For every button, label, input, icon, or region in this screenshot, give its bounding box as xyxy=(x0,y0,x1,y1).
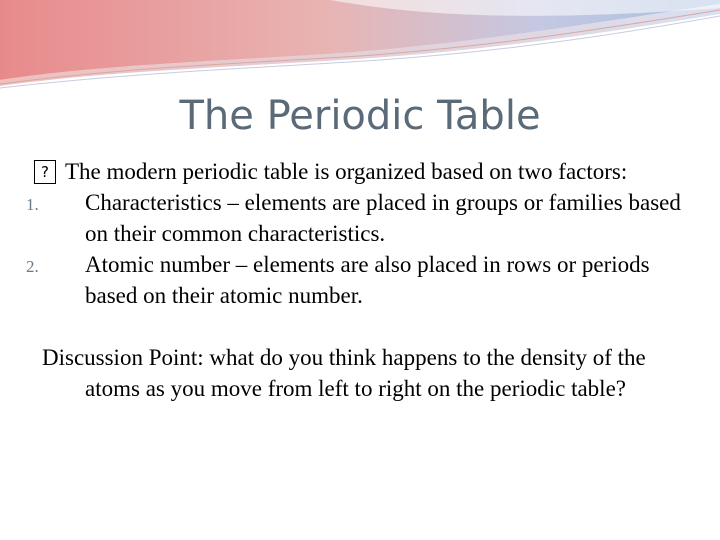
factors-list xyxy=(26,187,684,311)
intro-text: The modern periodic table is organized based on two factors: xyxy=(65,159,628,184)
slide-title: The Periodic Table xyxy=(179,93,541,139)
slide-body xyxy=(26,156,684,404)
decorative-wave-banner xyxy=(0,0,720,90)
list-item xyxy=(26,249,684,311)
list-item xyxy=(26,187,684,249)
list-item-text: Characteristics – elements are placed in groups or families based on their common characteristics. xyxy=(85,190,681,246)
discussion-point: Discussion Point: what do you think happens to the density of the atoms as you move from left to right on the periodic table? xyxy=(42,345,646,401)
slide-bullet-icon: ? xyxy=(34,160,56,184)
list-number: 1. xyxy=(26,195,39,214)
list-item-text: Atomic number – elements are also placed in rows or periods based on their atomic number. xyxy=(85,252,650,308)
intro-bullet xyxy=(34,156,684,187)
list-number: 2. xyxy=(26,257,39,276)
